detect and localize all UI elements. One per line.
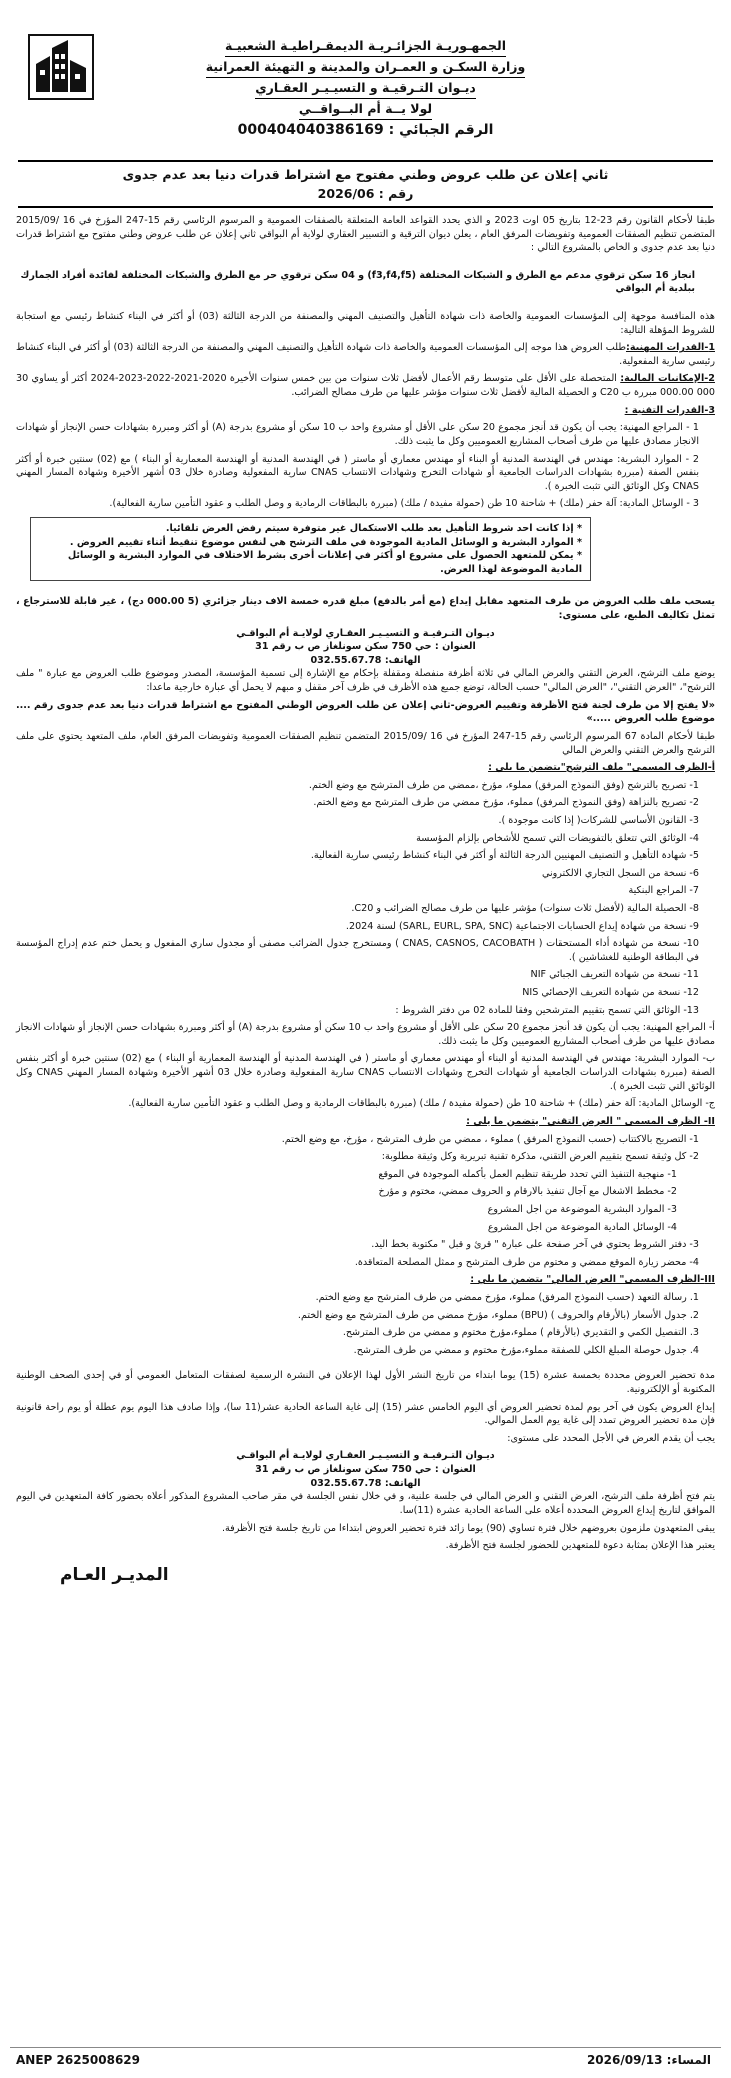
note-item: * الموارد البشرية و الوسائل المادية الموجودة في ملف الترشح هي لنفس موضوع تنقيط أثناء تقييم العروض .: [69, 536, 582, 548]
a-item: 12- نسخة من شهادة التعريف الإحصائي NIS: [522, 987, 699, 999]
b-sub-item: 1- منهجية التنفيذ التي تحدد طريقة تنظيم العمل بأكمله الموجودة في الموقع: [378, 1168, 677, 1180]
c-item: 2. جدول الأسعار (بالأرقام والحروف ) (BPU) مملوء، مؤرخ ممضي من طرف المترشح مع وضع الختم.: [297, 1309, 699, 1321]
preparation-period: مدة تحضير العروض محددة بخمسة عشرة (15) يوما ابتداء من تاريخ النشر الأول لهذا الإعلان في النشرة الرسمية لصفقات المتعامل العمومي أو في إحدى الصحف الوطنية المكتوبة أو الإلكترونية.: [16, 1370, 715, 1396]
b-sub-item: 4- الوسائل المادية الموضوعة من اجل المشروع: [487, 1221, 677, 1233]
a-item: 3- القانون الأساسي للشركات( إذا كانت موجودة ).: [498, 814, 699, 826]
offer-validity: يبقى المتعهدون ملزمون بعروضهم خلال فترة تساوي (90) يوما زائد فترة تحضير العروض ابتداءا من تاريخ جلسة فتح الأظرفة.: [221, 1522, 715, 1534]
b-sub-item: 3- الموارد البشرية الموضوعة من اجل المشروع: [487, 1203, 677, 1215]
a-item: 8- الحصيلة المالية (لأفضل ثلاث سنوات) مؤشر عليها من طرف مصالح الضرائب و C20.: [351, 902, 699, 914]
delivery-location: يجب أن يقدم العرض في الأجل المحدد على مستوى:: [507, 1432, 715, 1444]
header: [10, 8, 721, 158]
office-phone: 032.55.67.78: [310, 654, 382, 666]
b-item: 3- دفتر الشروط يحتوي في آخر صفحة على عبارة " قرئ و قبل " مكتوبة بخط اليد.: [371, 1239, 699, 1251]
office-block-address: العنوان : حي 750 سكن سونلغاز ص ب رقم 31: [255, 641, 476, 653]
nif-value: 000404040386169: [237, 122, 384, 138]
a-item: 4- الوثائق التي تتعلق بالتفويضات التي تسمح للأشخاص بإلزام المؤسسة: [416, 832, 699, 844]
b-sub-item: 2- مخطط الاشغال مع آجال تنفيذ بالارقام و الحروف ممضي، مختوم و مؤرخ: [378, 1186, 677, 1198]
announcement-page: [10, 8, 721, 2070]
b-item: 2- كل وثيقة تسمح بتقييم العرض التقني، مذكرة تقنية تبريرية وكل وثيقة مطلوبة:: [381, 1151, 699, 1163]
wilaya-name: لولا يــة أم البــواقــي: [299, 99, 432, 120]
a-item: 1- تصريح بالترشح (وفق النموذج المرفق) مملوء، مؤرخ ،ممضي من طرف المترشح مع وضع الختم.: [308, 779, 699, 791]
notes-box: [30, 517, 591, 581]
tech-item: 1 - المراجع المهنية: يجب أن يكون قد أنجز مجموع 20 سكن على الأقل أو مشروع واحد ب 10 سكن أو مشروع بدرجة (A) أو أكثر ومبررة بشهادات حسن الإنجاز أو شهادات الانجاز مصادق عليها من طرف أصحاب المشاريع العموميين وكل ما يثبت ذلك.: [16, 422, 699, 447]
office-block-name: ديـوان التـرقيـة و التسيـيـر العقـاري لولايـة أم البواقـي: [236, 627, 495, 639]
footer: [10, 2047, 721, 2070]
b-item: 1- التصريح بالاكتتاب (حسب النموذج المرفق ) مملوء ، ممضي من طرف المترشح ، مؤرخ، مع وضع الختم.: [281, 1133, 699, 1145]
title-line-2: رقم : 2026/06: [317, 186, 414, 201]
b-item: 4- محضر زيارة الموقع ممضي و مختوم من طرف المترشح و ممثل المصلحة المتعاقدة.: [354, 1256, 699, 1268]
a-ref: ب- الموارد البشرية: مهندس في الهندسة المدنية أو البناء أو مهندس معماري أو ماستر ( في الهندسة المدنية أو الهندسة المعمارية أو البناء ) مع (02) سنتين خبرة أو أكثر بنفس الصفة (مبررة بشهادات الدراسات الجامعية أو شهادات التخرج وشهادات الانتساب CNAS سارية المفعولية وصادرة خلال 03 أشهر الأخيرة وشهادة المسار المهني CNAS وكل الوثائق التي تثبت الخبرة ).: [16, 1053, 715, 1092]
republic-name: الجمهـوريـة الجزائـريـة الديمقـراطيـة الشعبيـة: [225, 36, 506, 57]
a-item: 5- شهادة التأهيل و التصنيف المهنيين الدرجة الثالثة أو أكثر في البناء كنشاط رئيسي سارية الفعالية.: [310, 850, 699, 862]
a-item: 11- نسخة من شهادة التعريف الجبائي NIF: [530, 969, 699, 981]
deposit-text: يوضع ملف الترشح، العرض التقني والعرض المالي في ثلاثة أظرفة منفصلة ومقفلة بإحكام مع الإشارة إلى تسمية المؤسسة، المصدر وموضوع طلب العروض مع عبارة " ملف الترشح"، "العرض التقني"، "العرض المالي" حسب الحالة، توضع جميع هذه الأظرف في ظرف آخر مقفل و مبهم لا يحمل أي عبارة خارجية ماعدا:: [16, 668, 715, 694]
law-reference: طبقا لأحكام المادة 67 المرسوم الرئاسي رقم 15-247 المؤرخ في 16 /2015/09 المتضمن تنظيم الصفقات العمومية وتفويضات المرفق العام، ملف المتعهد يحتوي على ملف الترشح والعرض التقني والعرض المالي: [16, 730, 715, 756]
c-item: 1. رسالة التعهد (حسب النموذج المرفق) مملوء، مؤرخ ممضي من طرف المترشح مع وضع الختم.: [315, 1292, 699, 1303]
c-item: 4. جدول حوصلة المبلغ الكلي للصفقة مملوء،مؤرخ مختوم و ممضي من طرف المترشح.: [353, 1344, 699, 1356]
nif-label: الرقم الجبائي :: [388, 122, 494, 138]
capability-financial: 2-الإمكانيات المالية: المتحصلة على الأقل على متوسط رقم الأعمال لأفضل ثلاث سنوات من بين خمس سنوات الأخيرة 2020-2021-2022-2023-2024 أكثر أو يساوي 30 000 000.00 مبررة ب C20 و الحصيلة المالية لأفضل ثلاث سنوات مؤشر عليها من طرف مصالح الضرائب.: [16, 373, 715, 399]
capability-technical-title: 3-القدرات التقنية :: [624, 404, 715, 416]
note-item: * إذا كانت احد شروط التأهيل بعد طلب الاستكمال غير متوفرة سيتم رفض العرض تلقائيا.: [165, 522, 582, 534]
a-ref: ج- الوسائل المادية: آلة حفر (ملك) + شاحنة 10 طن (حمولة مفيدة / ملك) (مبررة بالبطاقات الرمادية و وصل الطلب و عقود التأمين سارية الفعالية).: [128, 1098, 715, 1110]
intro-text: طبقا لأحكام القانون رقم 23-12 بتاريخ 05 اوت 2023 و الذي يحدد القواعد العامة المتعلقة بالصفقات العمومية و المرسوم الرئاسي رقم 15-247 المؤرخ في 16 /2015/09 المتضمن تنظيم الصفقات العمومية وتفويضات المرفق العام ، يعلن ديوان الترقية و التسيير العقاري لولاية أم البواقي ثاني إعلان عن طلب عروض وطني مفتوح مع اشتراط قدرات دنيا بعد عدم جدوى و الخاص بالمشروع التالي :: [16, 215, 715, 254]
a-item: 6- نسخة من السجل التجاري الالكتروني: [541, 867, 699, 879]
a-item: 2- تصريح بالنزاهة (وفق النموذج المرفق) مملوء، مؤرخ ممضي من طرف المترشح مع وضع الختم.: [313, 797, 699, 809]
section-b-title: II- الظرف المسمى " العرض التقني" يتضمن ما يلي :: [466, 1115, 715, 1127]
anep-code: ANEP 2625008629: [16, 2053, 140, 2067]
envelope-quote: «لا يفتح إلا من طرف لجنة فتح الأظرفة وتقييم العروض-ثاني إعلان عن طلب العروض الوطني المفتوح مع اشتراط قدرات دنيا بعد عدم جدوى رقم .... موضوع طلب العروض .....»: [16, 699, 715, 725]
opening-session: يتم فتح أظرفة ملف الترشح، العرض التقني و العرض المالي في جلسة علنية، و في خلال نفس الجلسة في مقر صاحب المشروع المذكور أعلاه بحضور كافة المتعهدين في اليوم الموافق لتاريخ إيداع العروض المحددة أعلاه على الساعة الحادية عشرة (11)سا.: [16, 1491, 715, 1516]
a-item: 13- الوثائق التي تسمح بتقييم المترشحين وفقا للمادة 02 من دفتر الشروط :: [395, 1004, 699, 1016]
capability-professional: 1-القدرات المهنية:طلب العروض هذا موجه إلى المؤسسات العمومية والخاصة ذات شهادة التأهيل والتصنيف المهني والمصنفة من الدرجة الثالثة (03) أو أكثر في البناء كنشاط رئيسي سارية المفعولية.: [16, 342, 715, 367]
a-item: 9- نسخة من شهادة إيداع الحسابات الاجتماعية (SARL, EURL, SPA, SNC) لسنة 2024.: [345, 920, 699, 932]
section-c-title: III-الظرف المسمى" العرض المالي" يتضمن ما يلي :: [470, 1274, 715, 1286]
competition-text: هذه المنافسة موجهة إلى المؤسسات العمومية والخاصة ذات شهادة التأهيل والتصنيف المهني والمصنفة من الدرجة الثالثة (03) أو أكثر في البناء كنشاط رئيسي مع استجابة للشروط المؤهلة التالية:: [16, 311, 715, 336]
signature-title: المديـر العـام: [60, 1564, 169, 1585]
office-address-block-2: ديـوان التـرقيـة و التسيـيـر العقـاري لولايـة أم البواقـي العنوان : حي 750 سكن سونلغاز ص ب رقم 31 الهاتف: 032.55.67.78: [236, 1450, 495, 1489]
withdraw-text: يسحب ملف طلب العروض من طرف المتعهد مقابل إيداع (مع أمر بالدفع) مبلغ قدره خمسة الاف دينار جزائري (5 000.00 دج) ، غير قابلة للاسترجاع ، تمثل تكاليف الطبع، على مستوى:: [16, 596, 715, 622]
invitation-note: يعتبر هذا الإعلان بمثابة دعوة للمتعهدين للحضور لجلسة فتح الأظرفة.: [445, 1540, 715, 1552]
c-item: 3. التفصيل الكمي و التقديري (بالأرقام ) مملوء،مؤرخ مختوم و ممضي من طرف المترشح.: [342, 1327, 699, 1339]
project-title: انجاز 16 سكن ترقوي مدعم مع الطرق و الشبكات المختلفة (f3,f4,f5) و 04 سكن ترقوي حر مع الطرق والشبكات المختلفة لفائدة أفراد الجمارك ببلدية أم البواقي: [20, 269, 695, 295]
a-item: 10- نسخة من شهادة أداء المستحقات ( CNAS, CASNOS, CACOBATH ) ومستخرج جدول الضرائب مصفى أو مجدول ساري المفعول و يحمل ختم عدم إدراج المؤسسة في البطاقة الوطنية للغشاشين ).: [16, 938, 700, 963]
a-item: 7- المراجع البنكية: [628, 885, 699, 897]
note-item: * يمكن للمتعهد الحصول على مشروع او أكثر في إعلانات أخرى بشرط الاختلاف في الموارد البشرية و الوسائل المادية الموضوعة لهذا العرض.: [67, 550, 582, 575]
publication-date: المساء: 2026/09/13: [586, 2053, 711, 2067]
submission-deadline: إيداع العروض يكون في آخر يوم لمدة تحضير العروض أي اليوم الخامس عشر (15) إلى غاية الساعة الحادية عشر(11 سا)، وإذا صادف هذا اليوم يوم عطلة أو يوم راحة قانونية فإن مدة تحضير العروض تمدد إلى غاية يوم العمل الموالي.: [16, 1401, 715, 1427]
ministry-name: وزارة السكـن و العمـران والمدينة و التهيئة العمرانية: [206, 57, 525, 78]
opgi-logo: [28, 34, 94, 100]
office-address-block: ديـوان التـرقيـة و التسيـيـر العقـاري لولايـة أم البواقـي العنوان : حي 750 سكن سونلغاز ص ب رقم 31 الهاتف: 032.55.67.78: [10, 627, 721, 668]
office-name: ديـوان التـرقيـة و التسيـيـر العقـاري: [255, 78, 476, 99]
announcement-title: [18, 160, 713, 208]
tech-item: 2 - الموارد البشرية: مهندس في الهندسة المدنية أو البناء أو مهندس معماري أو ماستر ( في الهندسة المدنية أو الهندسة المعمارية أو البناء ) مع (02) سنتين خبرة أو أكثر بنفس الصفة (مبررة بشهادات الدراسات الجامعية أو شهادات التخرج وشهادات الانتساب CNAS سارية المفعولية وصادرة خلال 03 أشهر الأخيرة وشهادة المسار المهني CNAS وكل الوثائق التي تثبت الخبرة ).: [16, 453, 699, 492]
title-line-1: ثاني إعلان عن طلب عروض وطني مفتوح مع اشتراط قدرات دنيا بعد عدم جدوى: [122, 167, 609, 182]
section-a-title: أ-الظرف المسمى" ملف الترشح"يتضمن ما يلي :: [488, 762, 715, 774]
tech-item: 3 - الوسائل المادية: آلة حفر (ملك) + شاحنة 10 طن (حمولة مفيدة / ملك) (مبررة بالبطاقات الرمادية و وصل الطلب و عقود التأمين سارية الفعالية).: [109, 498, 699, 510]
a-ref: أ- المراجع المهنية: يجب أن يكون قد أنجز مجموع 20 سكن على الأقل أو مشروع واحد ب 10 سكن أو مشروع بدرجة (A) أو أكثر ومبررة بشهادات حسن الإنجاز أو شهادات الانجاز مصادق عليها من طرف أصحاب المشاريع العموميين وكل ما يثبت ذلك.: [16, 1022, 715, 1047]
